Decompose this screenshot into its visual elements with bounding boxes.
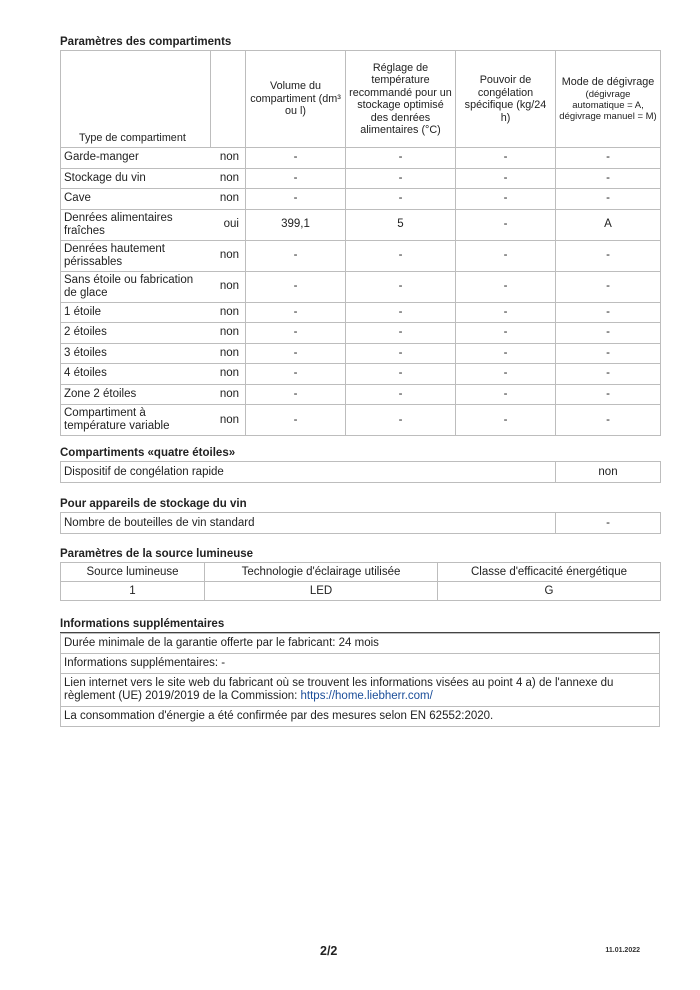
compartment-present: non bbox=[211, 168, 246, 189]
compartment-freezing: - bbox=[456, 343, 556, 364]
compartment-temperature: - bbox=[346, 343, 456, 364]
compartment-freezing: - bbox=[456, 405, 556, 436]
compartment-temperature: - bbox=[346, 189, 456, 210]
compartment-defrost: - bbox=[556, 168, 661, 189]
compartment-freezing: - bbox=[456, 148, 556, 169]
compartment-present: oui bbox=[211, 209, 246, 240]
compartment-defrost: - bbox=[556, 384, 661, 405]
compartment-name: Garde-manger bbox=[61, 148, 211, 169]
compartment-present: non bbox=[211, 364, 246, 385]
compartment-name: 1 étoile bbox=[61, 302, 211, 323]
compartment-present: non bbox=[211, 148, 246, 169]
compartment-defrost: - bbox=[556, 323, 661, 344]
compartment-volume: - bbox=[246, 343, 346, 364]
compartment-volume: - bbox=[246, 384, 346, 405]
compartment-temperature: - bbox=[346, 168, 456, 189]
fast-freeze-value: non bbox=[556, 462, 661, 483]
compartment-name: Stockage du vin bbox=[61, 168, 211, 189]
header-freezing: Pouvoir de congélation spécifique (kg/24 h) bbox=[456, 51, 556, 148]
manufacturer-link[interactable]: https://home.liebherr.com/ bbox=[300, 690, 433, 702]
wine-table bbox=[60, 512, 661, 534]
compartments-title: Paramètres des compartiments bbox=[60, 35, 660, 51]
light-header-source: Source lumineuse bbox=[61, 563, 205, 582]
wine-title: Pour appareils de stockage du vin bbox=[60, 497, 660, 513]
compartment-present: non bbox=[211, 343, 246, 364]
compartment-row bbox=[61, 364, 661, 385]
light-header-efficiency: Classe d'efficacité énergétique bbox=[438, 563, 661, 582]
compartment-temperature: - bbox=[346, 384, 456, 405]
compartment-name: 2 étoiles bbox=[61, 323, 211, 344]
compartment-present: non bbox=[211, 405, 246, 436]
compartment-freezing: - bbox=[456, 302, 556, 323]
info-title: Informations supplémentaires bbox=[60, 617, 660, 633]
compartment-temperature: - bbox=[346, 271, 456, 302]
light-value-source: 1 bbox=[61, 582, 205, 601]
compartment-row bbox=[61, 240, 661, 271]
compartment-volume: - bbox=[246, 168, 346, 189]
compartment-present: non bbox=[211, 302, 246, 323]
header-defrost bbox=[556, 51, 661, 148]
compartment-volume: - bbox=[246, 271, 346, 302]
energy-text: La consommation d'énergie a été confirmée par des mesures selon EN 62552:2020. bbox=[61, 707, 660, 727]
light-title: Paramètres de la source lumineuse bbox=[60, 547, 660, 563]
compartment-freezing: - bbox=[456, 209, 556, 240]
compartment-volume: - bbox=[246, 189, 346, 210]
manufacturer-link-row bbox=[61, 674, 660, 707]
compartment-volume: - bbox=[246, 323, 346, 344]
warranty-text: Durée minimale de la garantie offerte par le fabricant: 24 mois bbox=[61, 634, 660, 654]
compartment-freezing: - bbox=[456, 271, 556, 302]
compartment-temperature: - bbox=[346, 148, 456, 169]
compartment-freezing: - bbox=[456, 323, 556, 344]
compartment-row bbox=[61, 271, 661, 302]
page-number: 2/2 bbox=[320, 944, 338, 958]
compartment-defrost: - bbox=[556, 343, 661, 364]
header-temperature: Réglage de température recommandé pour un stockage optimisé des denrées alimentaires (°C) bbox=[346, 51, 456, 148]
compartment-name: Sans étoile ou fabrication de glace bbox=[61, 271, 211, 302]
light-header-technology: Technologie d'éclairage utilisée bbox=[205, 563, 438, 582]
document-date: 11.01.2022 bbox=[605, 947, 640, 954]
header-defrost-sub: (dégivrage automatique = A, dégivrage manuel = M) bbox=[559, 88, 657, 122]
compartment-defrost: A bbox=[556, 209, 661, 240]
compartment-volume: 399,1 bbox=[246, 209, 346, 240]
compartment-defrost: - bbox=[556, 364, 661, 385]
compartment-name: Denrées hautement périssables bbox=[61, 240, 211, 271]
compartment-volume: - bbox=[246, 302, 346, 323]
compartment-defrost: - bbox=[556, 405, 661, 436]
compartment-name: Zone 2 étoiles bbox=[61, 384, 211, 405]
fast-freeze-label: Dispositif de congélation rapide bbox=[61, 462, 556, 483]
wine-bottles-value: - bbox=[556, 513, 661, 534]
compartment-defrost: - bbox=[556, 302, 661, 323]
compartment-temperature: - bbox=[346, 323, 456, 344]
header-defrost-main: Mode de dégivrage bbox=[561, 76, 655, 89]
compartment-temperature: - bbox=[346, 240, 456, 271]
compartments-table bbox=[60, 50, 661, 436]
info-table bbox=[60, 633, 660, 727]
compartment-row bbox=[61, 168, 661, 189]
compartment-row bbox=[61, 323, 661, 344]
extra-info-text: Informations supplémentaires: - bbox=[61, 654, 660, 674]
compartment-present: non bbox=[211, 189, 246, 210]
compartment-name: 3 étoiles bbox=[61, 343, 211, 364]
compartment-defrost: - bbox=[556, 271, 661, 302]
compartment-freezing: - bbox=[456, 189, 556, 210]
compartment-defrost: - bbox=[556, 240, 661, 271]
compartment-temperature: - bbox=[346, 405, 456, 436]
compartment-present: non bbox=[211, 384, 246, 405]
compartment-present: non bbox=[211, 323, 246, 344]
compartment-volume: - bbox=[246, 240, 346, 271]
four-star-title: Compartiments «quatre étoiles» bbox=[60, 446, 660, 462]
compartment-row bbox=[61, 405, 661, 436]
header-type: Type de compartiment bbox=[61, 51, 211, 148]
compartment-name: 4 étoiles bbox=[61, 364, 211, 385]
light-value-technology: LED bbox=[205, 582, 438, 601]
light-table bbox=[60, 562, 661, 601]
light-value-efficiency: G bbox=[438, 582, 661, 601]
wine-bottles-label: Nombre de bouteilles de vin standard bbox=[61, 513, 556, 534]
manufacturer-link-text: Lien internet vers le site web du fabricant où se trouvent les informations visées au point 4 a) de l'annexe du règlement (UE) 2019/2019 de la Commission: bbox=[64, 677, 614, 702]
header-volume: Volume du compartiment (dm³ ou l) bbox=[246, 51, 346, 148]
compartment-present: non bbox=[211, 271, 246, 302]
compartment-row bbox=[61, 209, 661, 240]
compartments-body bbox=[61, 148, 661, 436]
compartment-name: Cave bbox=[61, 189, 211, 210]
compartment-temperature: - bbox=[346, 302, 456, 323]
compartment-temperature: - bbox=[346, 364, 456, 385]
compartment-name: Denrées alimentaires fraîches bbox=[61, 209, 211, 240]
compartment-row bbox=[61, 148, 661, 169]
compartment-row bbox=[61, 384, 661, 405]
compartment-name: Compartiment à température variable bbox=[61, 405, 211, 436]
compartment-row bbox=[61, 189, 661, 210]
compartment-freezing: - bbox=[456, 240, 556, 271]
compartment-present: non bbox=[211, 240, 246, 271]
header-present bbox=[211, 51, 246, 148]
compartment-volume: - bbox=[246, 364, 346, 385]
compartment-temperature: 5 bbox=[346, 209, 456, 240]
four-star-table bbox=[60, 461, 661, 483]
compartment-volume: - bbox=[246, 405, 346, 436]
compartment-defrost: - bbox=[556, 189, 661, 210]
compartment-freezing: - bbox=[456, 364, 556, 385]
compartment-row bbox=[61, 343, 661, 364]
compartment-freezing: - bbox=[456, 168, 556, 189]
compartment-defrost: - bbox=[556, 148, 661, 169]
compartment-freezing: - bbox=[456, 384, 556, 405]
compartment-volume: - bbox=[246, 148, 346, 169]
compartment-row bbox=[61, 302, 661, 323]
